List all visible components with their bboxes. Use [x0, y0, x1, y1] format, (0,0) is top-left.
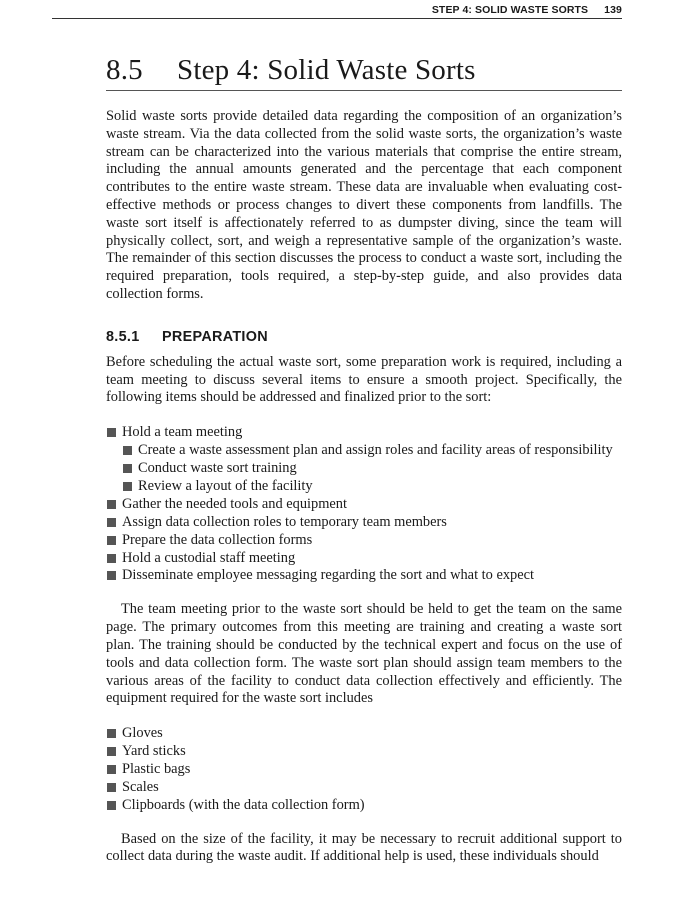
square-bullet-icon — [107, 536, 116, 545]
subsection-heading — [106, 329, 622, 345]
list-item: Review a layout of the facility — [106, 478, 622, 496]
equipment-list — [106, 725, 622, 815]
section-number: 8.5 — [106, 54, 143, 86]
square-bullet-icon — [107, 571, 116, 580]
list-item: Hold a custodial staff meeting — [106, 550, 622, 568]
list-item: Scales — [106, 779, 622, 797]
page-number: 139 — [604, 4, 622, 16]
square-bullet-icon — [107, 729, 116, 738]
square-bullet-icon — [107, 554, 116, 563]
square-bullet-icon — [107, 783, 116, 792]
closing-paragraph: Based on the size of the facility, it may be necessary to recruit additional support to collect data during the waste audit. If additional help is used, these individuals should — [106, 830, 622, 865]
square-bullet-icon — [107, 500, 116, 509]
list-item: Clipboards (with the data collection form) — [106, 797, 622, 815]
running-head — [52, 4, 622, 19]
square-bullet-icon — [107, 518, 116, 527]
list-item: Gather the needed tools and equipment — [106, 496, 622, 514]
list-item: Assign data collection roles to temporary team members — [106, 514, 622, 532]
square-bullet-icon — [123, 446, 132, 455]
square-bullet-icon — [107, 765, 116, 774]
square-bullet-icon — [123, 482, 132, 491]
list-item: Disseminate employee messaging regarding the sort and what to expect — [106, 567, 622, 585]
list-item: Conduct waste sort training — [106, 460, 622, 478]
intro-paragraph: Solid waste sorts provide detailed data regarding the composition of an organization’s waste stream. Via the data collected from the solid waste sorts, the organization’s waste stream can be characterized into the various materials that comprise the entire stream, including the annual amounts generated and the percentage that each component contributes to the entire waste stream. These data are invaluable when evaluating cost-effective methods or process changes to divert these components from landfills. The waste sort itself is affectionately referred to as dumpster diving, since the team will physically collect, sort, and weigh a representative sample of the organization’s waste. The remainder of this section discusses the process to conduct a waste sort, including the required preparation, tools required, a step-by-step guide, and also provides data collection forms. — [106, 108, 622, 302]
square-bullet-icon — [107, 747, 116, 756]
preparation-list — [106, 424, 622, 585]
list-item: Yard sticks — [106, 743, 622, 761]
page-body — [106, 52, 622, 866]
preparation-paragraph: Before scheduling the actual waste sort, some preparation work is required, including a team meeting to discuss several items to ensure a smooth project. Specifically, the following items should be addressed and finalized prior to the sort: — [106, 353, 622, 406]
subsection-number: 8.5.1 — [106, 328, 140, 345]
list-item: Create a waste assessment plan and assign roles and facility areas of responsibility — [106, 442, 622, 460]
list-item: Gloves — [106, 725, 622, 743]
square-bullet-icon — [107, 801, 116, 810]
square-bullet-icon — [107, 428, 116, 437]
list-item: Prepare the data collection forms — [106, 532, 622, 550]
list-item: Hold a team meeting — [106, 424, 622, 442]
running-head-section: STEP 4: SOLID WASTE SORTS — [431, 4, 589, 16]
subsection-title: PREPARATION — [162, 328, 268, 345]
meeting-paragraph: The team meeting prior to the waste sort should be held to get the team on the same page. The primary outcomes from this meeting are training and creating a waste sort plan. The training should be conducted by the technical expert and focus on the use of tools and data collection form. The waste sort plan should assign team members to the various areas of the facility to conduct data collection effectively and efficiently. The equipment required for the waste sort includes — [106, 601, 622, 707]
section-title-text: Step 4: Solid Waste Sorts — [177, 54, 476, 86]
list-item: Plastic bags — [106, 761, 622, 779]
square-bullet-icon — [123, 464, 132, 473]
section-title — [106, 52, 622, 91]
